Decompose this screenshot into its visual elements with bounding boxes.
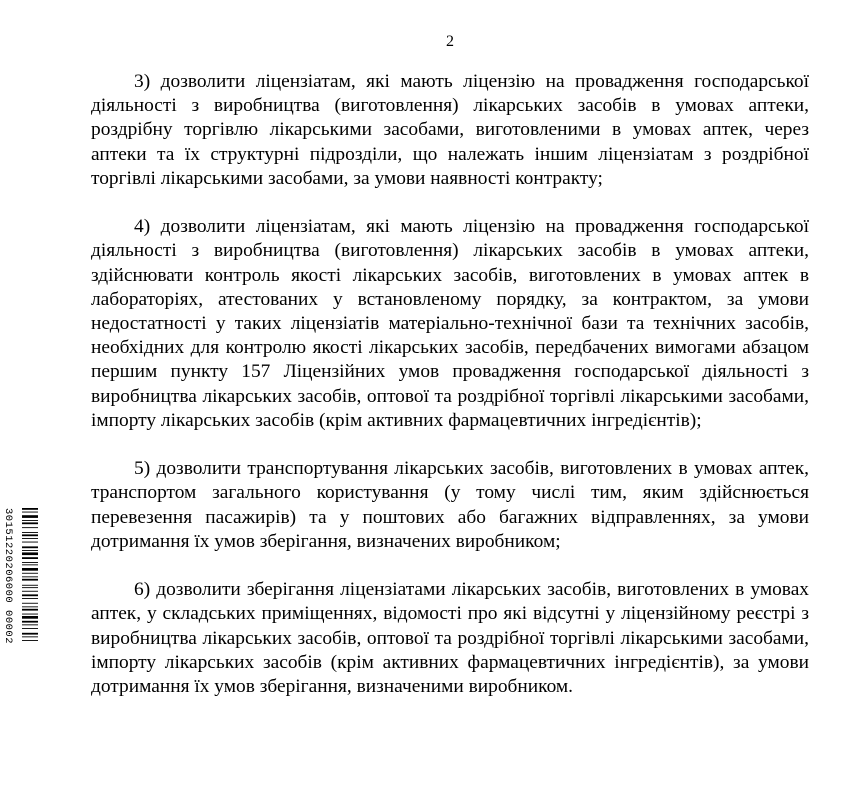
barcode-icon [8,508,38,684]
document-body [91,70,809,699]
page-number: 2 [446,33,454,50]
barcode-number: 30151220206000 00002 [2,508,14,645]
paragraph-item-3: 3) дозволити ліцензіатам, які мають ліцензію на провадження господарської діяльності з виробництва (виготовлення) лікарських засобів в умовах аптеки, роздрібну торгівлю лікарськими засобами, виготовленими в умовах аптек, через аптеки та їх структурні підрозділи, що належать іншим ліцензіатам з роздрібної торгівлі лікарськими засобами, за умови наявності контракту; [91,71,809,189]
paragraph-item-5: 5) дозволити транспортування лікарських засобів, виготовлених в умовах аптек, транспортом загального користування (у тому числі тим, яким здійснюється перевезення пасажирів) та у поштових або багажних відправленнях, за умови дотримання їх умов зберігання, визначених виробником; [91,458,809,552]
paragraph-item-6: 6) дозволити зберігання ліцензіатами лікарських засобів, виготовлених в умовах аптек, у складських приміщеннях, відомості про які відсутні у ліцензійному реєстрі з виробництва лікарських засобів, оптової та роздрібної торгівлі лікарськими засобами, імпорту лікарських засобів (крім активних фармацевтичних інгредієнтів), за умови дотримання їх умов зберігання, визначеними виробником. [91,579,809,698]
paragraph-item-4: 4) дозволити ліцензіатам, які мають ліцензію на провадження господарської діяльності з виробництва (виготовлення) лікарських засобів в умовах аптеки, здійснювати контроль якості лікарських засобів, виготовлених в умовах аптек в лабораторіях, атестованих у встановленому порядку, за контрактом, за умови недостатності у таких ліцензіатів матеріально-технічної бази та технічних засобів, необхідних для контролю якості лікарських засобів, передбачених вимогами абзацом першим пункту 157 Ліцензійних умов провадження господарської діяльності з виробництва лікарських засобів, оптової та роздрібної торгівлі лікарськими засобами, імпорту лікарських засобів (крім активних фармацевтичних інгредієнтів); [91,216,809,431]
